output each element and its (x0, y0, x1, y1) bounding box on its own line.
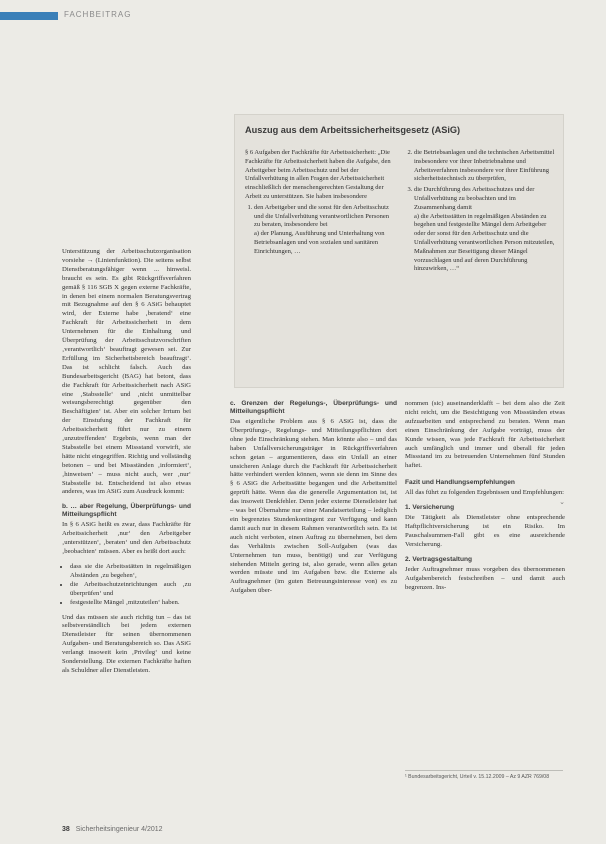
right-column (405, 400, 565, 599)
list-item: • festgestellte Mängel ‚mitzuteilen‘ haben. (70, 599, 191, 608)
paragraph-text: All das führt zu folgenden Ergebnissen und Empfehlungen: (405, 489, 565, 497)
box-list (405, 149, 555, 274)
section-color-bar (0, 12, 58, 20)
box-item: 2. die Betriebsanlagen und die technischen Arbeitsmittel insbesondere vor ihrer Inbetriebnahme und Arbeitsverfahren insbesondere vor ihrer Einführung sicherheitstechnisch zu überprüfen, (414, 149, 555, 184)
page-footer (62, 826, 163, 833)
paragraph: In § 6 ASiG heißt es zwar, dass Fachkräfte für Arbeitssicherheit ‚nur‘ den Arbeitgeber ‚unterstützen‘, ‚beraten‘ und den Arbeitsschutz ‚beobachten‘ müssen. Aber es heißt dort auch: (62, 521, 191, 556)
section-header (0, 10, 606, 26)
box-column-left (245, 149, 395, 259)
box-item (414, 186, 555, 274)
middle-column (230, 400, 397, 602)
list-item: • dass sie die Arbeitsstätten in regelmäßigen Abständen ‚zu begehen‘, (70, 563, 191, 581)
section-label: FACHBEITRAG (64, 10, 132, 19)
paragraph (405, 489, 565, 507)
subheading: 1. Versicherung (405, 504, 455, 512)
footnote: ¹ Bundesarbeitsgericht, Urteil v. 15.12.2009 – Az 9 AZR 769/08 (405, 770, 563, 781)
bullet-list (62, 563, 191, 608)
chevron-down-icon: ⌄ (559, 498, 565, 507)
box-column-right (405, 149, 555, 276)
box-item-text: den Arbeitgeber und die sonst für den Arbeitsschutz und die Unfallverhütung verantwortlichen Personen zu beraten, insbesondere bei (254, 203, 390, 229)
box-subitem: a) die Arbeitsstätten in regelmäßigen Abständen zu begehen und festgestellte Mängel dem Arbeitgeber oder der sonst für den Arbeitsschutz und die Unfallverhütung verantwortlichen Person mitzuteilen, Maßnahmen zur Beseitigung dieser Mängel vorzuschlagen und auf deren Durchführung hinzuwirken, …“ (414, 212, 555, 273)
subheading: 2. Vertragsgestaltung (405, 555, 473, 563)
paragraph: nommen (sic) auseinanderklafft – bei dem also die Zeit nicht reicht, um die Besichtigung von Missständen etwas aufzuarbeiten und entsprechend zu beraten. Wenn man einen Einschränkung der Aufgabe vorträgt, muss der Kunde wissen, was jede Fachkraft für Arbeitssicherheit auch umfänglich und immer und überall für jeden Missstand im zu betreuenden Unternehmen fünf Stunden haftet. (405, 400, 565, 470)
section-heading: Fazit und Handlungsempfehlungen (405, 479, 515, 487)
left-column (62, 248, 191, 682)
box-item (254, 204, 395, 257)
journal-name: Sicherheitsingenieur 4/2012 (75, 826, 163, 833)
box-subitem: a) der Planung, Ausführung und Unterhaltung von Betriebsanlagen und von sozialen und sanitären Einrichtungen, … (254, 230, 385, 255)
box-item-text: die Durchführung des Arbeitsschutzes und der Unfallverhütung zu beobachten und im Zusammenhang damit (414, 186, 535, 211)
subheading: c. Grenzen der Regelungs-, Überprüfungs- und Mitteilungspflicht (230, 400, 397, 415)
box-title: Auszug aus dem Arbeitssicherheitsgesetz (ASiG) (245, 125, 461, 135)
list-item: • die Arbeitsschutzeinrichtungen auch ‚zu überprüfen‘ und (70, 581, 191, 599)
paragraph: Die Tätigkeit als Dienstleister ohne entsprechende Haftpflichtversicherung ist ein Risiko. Im Pauschalsummen-Fall gibt es eine ausreichende Versicherung. (405, 514, 565, 548)
page-number: 38 (62, 826, 70, 833)
subheading: b. … aber Regelung, Überprüfungs- und Mitteilungspflicht (62, 503, 191, 519)
paragraph: Unterstützung der Arbeitsschutzorganisation vorsiehe → (Linienfunktion). Die seitens selbst Dienstberatungsfähiger wenn ... hinweisl. braucht es sein. Es gibt Rückgriffsverfahren gemäß § 116 SGB X gegen externe Fachkräfte, in denen bei einem normalen Beratungsvertrag mit Bezugnahme auf den § 6 ASiG behauptet wird, der Externe habe ‚beratend‘ eine Fachkraft für Arbeitssicherheit in dem Unternehmen für die Einhaltung und Überprüfung der Arbeitsschutzvorschriften ‚verantwortlich‘ beauftragt gewesen sei. Zur Erfüllung im Sicherheitsbereich beauftragt‘. Das ist schlicht falsch. Auch das Bundesarbeitsgericht (BAG) hat betont, dass die Fachkraft für Arbeitssicherheit nach ASiG eine ‚Stabsstelle‘ und ‚nicht unmittelbar weisungsberechtigt gegenüber den Beschäftigten‘ ist. Aber ein solcher Irrtum bei der Einstufung der Fachkraft für Arbeitssicherheit führt nur zu einem ‚unzutreffenden‘ Ergebnis, wenn man der Stabsstelle bei einem Missstand vorwirft, sie hätte nicht eingegriffen. Richtig und vollständig betonen – und bei Missständen ‚informiert‘, ‚hinweisen‘ – muss nicht auch, wer ‚nur‘ Stabsstelle ist. Entscheidend ist also etwas anderes, was im ASiG zum Ausdruck kommt: (62, 248, 191, 496)
paragraph: Das eigentliche Problem aus § 6 ASiG ist, dass die Überprüfungs-, Regelungs- und Mitteilungspflichten dort ohne jede Einschränkung stehen. Man könnte also – und das haben Unfallversicherungsträger in Rückgriffsverfahren schon getan – argumentieren, dass ein Unfall an einer unsicheren Anlage durch die Fachkraft für Arbeitssicherheit hätte verhindert werden können, wenn sie denn im Sinne des § 6 ASiG die Arbeitsstätte begangen und die Arbeitsmittel geprüft hätte. Wenn das die generelle Argumentation ist, ist das insoweit Denkfehler. Denn jeder externe Dienstleister hat – was bei Übernahme nur einer Mandatserteilung – lediglich ein begrenztes Stundenkontingent zur Verfügung und kann damit auch nur in diesem Rahmen verantwortlich sein. Es ist auch nicht verboten, einen Auftrag zu übernehmen, bei dem das Verhältnis zwischen Soll-Aufgaben (was das Unternehmen tun muss, benötigt) und zur Verfügung stehenden Mitteln gering ist, also gerade, wenn alles getan werden müsste und im Aufgaben bzw. die Externe als Auftragnehmer (im guten Betreuungsinteresse von) es zu Aufgaben über- (230, 418, 397, 595)
box-list (245, 204, 395, 257)
paragraph: Jeder Auftragnehmer muss vorgeben des übernommenen Aufgabenbereich festschreiben – und damit auch begrenzen. Ins- (405, 565, 565, 591)
law-excerpt-box (234, 114, 564, 388)
box-intro: § 6 Aufgaben der Fachkräfte für Arbeitssicherheit: „Die Fachkräfte für Arbeitssicherheit haben die Aufgabe, den Arbeitgeber beim Arbeitsschutz und bei der Unfallverhütung in allen Fragen der Arbeitssicherheit einschließlich der menschengerechten Gestaltung der Arbeit zu unterstützen. Sie haben insbesondere (245, 149, 391, 200)
paragraph: Und das müssen sie auch richtig tun – das ist selbstverständlich bei jedem externen Dienstleister für seinen übernommenen Aufgaben- und Beratungsbereich so. Das ASiG verlangt insoweit kein ‚Privileg‘ und keine Sonderstellung. Die externen Fachkräfte haften als Schuldner aller Dienstleisten. (62, 613, 191, 674)
